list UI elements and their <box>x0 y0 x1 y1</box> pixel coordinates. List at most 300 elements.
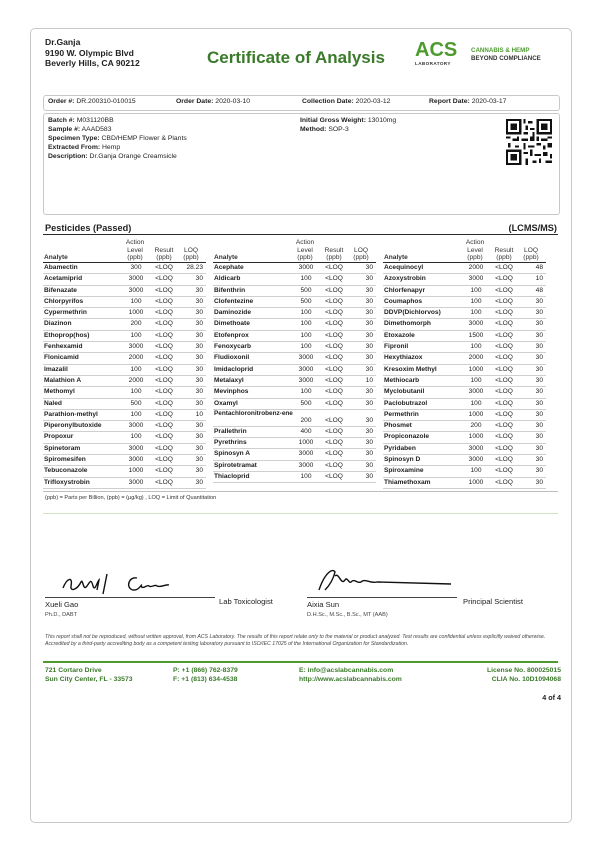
footer-clia: CLIA No. 10D1094068 <box>491 676 561 683</box>
table-row <box>383 376 546 387</box>
action-level: 200 <box>130 320 142 328</box>
sample-number: Sample #: AAAD583 <box>48 126 112 133</box>
result-value: <LOQ <box>155 309 173 317</box>
result-value: <LOQ <box>495 456 513 464</box>
analyte-name: Malathion A <box>44 376 82 384</box>
loq-value: 30 <box>195 422 203 430</box>
action-level: 100 <box>300 331 312 339</box>
footer-address-1: 721 Cortaro Drive <box>45 667 102 674</box>
table-row <box>213 427 376 438</box>
table-row <box>213 263 376 274</box>
table-row <box>383 432 546 443</box>
table-row <box>43 387 206 398</box>
result-value: <LOQ <box>325 286 343 294</box>
loq-value: 30 <box>195 376 203 384</box>
table-row <box>213 308 376 319</box>
qr-code-icon[interactable] <box>506 119 552 165</box>
table-row <box>43 455 206 466</box>
analyte-name: Metalaxyl <box>214 376 244 384</box>
table-row <box>213 410 376 427</box>
result-value: <LOQ <box>325 309 343 317</box>
analyte-name: Dimethoate <box>214 320 250 328</box>
table-header: Analyte Action Level (ppb) Result (ppb) LOQ (ppb) <box>383 236 546 263</box>
result-value: <LOQ <box>495 467 513 475</box>
table-header: Analyte Action Level (ppb) Result (ppb) LOQ (ppb) <box>43 236 206 263</box>
table-row <box>213 387 376 398</box>
analyte-name: Pyridaben <box>384 444 416 452</box>
loq-value: 10 <box>365 376 373 384</box>
analyte-name: Clofentezine <box>214 297 254 305</box>
section-divider <box>43 234 558 235</box>
action-level: 1000 <box>468 365 484 373</box>
table-row <box>383 365 546 376</box>
analyte-name: Abamectin <box>44 264 78 271</box>
loq-value: 10 <box>195 410 203 418</box>
loq-value: 30 <box>365 354 373 362</box>
action-level: 100 <box>130 331 142 339</box>
analyte-name: Ethoprop(hos) <box>44 331 90 339</box>
analyte-name: Etofenprox <box>214 331 249 339</box>
report-date: Report Date: 2020-03-17 <box>429 98 507 105</box>
loq-value: 10 <box>535 275 543 283</box>
loq-value: 30 <box>365 309 373 317</box>
loq-value: 30 <box>365 320 373 328</box>
analyte-name: Imidacloprid <box>214 365 254 373</box>
result-value: <LOQ <box>155 320 173 328</box>
signer-2-name: Aixia Sun <box>307 600 340 609</box>
table-row <box>383 297 546 308</box>
footer-address-2: Sun City Center, FL - 33573 <box>45 676 133 683</box>
pesticide-table-col-2 <box>213 236 376 483</box>
action-level: 100 <box>470 399 482 407</box>
logo-tagline-2: BEYOND COMPLIANCE <box>471 55 541 62</box>
table-row <box>43 410 206 421</box>
result-value: <LOQ <box>495 320 513 328</box>
table-row <box>213 297 376 308</box>
table-row <box>213 353 376 364</box>
analyte-name: Spinosyn D <box>384 456 421 464</box>
result-value: <LOQ <box>155 275 173 283</box>
pesticide-table-col-3 <box>383 236 546 489</box>
table-row <box>383 478 546 489</box>
action-level: 100 <box>300 473 312 481</box>
analyte-name: Aldicarb <box>214 275 241 283</box>
action-level: 1000 <box>298 439 314 447</box>
table-row <box>383 286 546 297</box>
result-value: <LOQ <box>155 456 173 464</box>
analyte-name: Propiconazole <box>384 433 430 441</box>
analyte-name: Azoxystrobin <box>384 275 426 283</box>
analyte-name: Naled <box>44 399 62 407</box>
loq-value: 30 <box>365 365 373 373</box>
result-value: <LOQ <box>495 297 513 305</box>
loq-value: 48 <box>535 264 543 271</box>
loq-value: 30 <box>365 461 373 469</box>
green-divider <box>43 513 558 514</box>
client-address <box>45 37 140 69</box>
loq-value: 30 <box>535 410 543 418</box>
method: Method: SOP-3 <box>300 126 349 133</box>
analyte-name: Trifloxystrobin <box>44 478 90 486</box>
result-value: <LOQ <box>495 309 513 317</box>
action-level: 500 <box>130 399 142 407</box>
action-level: 100 <box>130 297 142 305</box>
analyte-name: Fipronil <box>384 343 409 351</box>
batch-number: Batch #: M031120BB <box>48 117 114 124</box>
loq-value: 30 <box>535 433 543 441</box>
table-row <box>43 286 206 297</box>
client-city: Beverly Hills, CA 90212 <box>45 58 140 68</box>
result-value: <LOQ <box>495 422 513 430</box>
action-level: 3000 <box>468 275 484 283</box>
signer-2-role: Principal Scientist <box>463 597 523 606</box>
table-row <box>383 421 546 432</box>
analyte-name: Spirotetramat <box>214 461 257 469</box>
result-value: <LOQ <box>155 331 173 339</box>
action-level: 3000 <box>298 365 314 373</box>
action-level: 3000 <box>468 444 484 452</box>
result-value: <LOQ <box>155 422 173 430</box>
table-row <box>383 410 546 421</box>
extracted-from: Extracted From: Hemp <box>48 144 121 151</box>
table-row <box>213 472 376 483</box>
result-value: <LOQ <box>495 478 513 486</box>
table-row <box>383 308 546 319</box>
action-level: 100 <box>130 365 142 373</box>
result-value: <LOQ <box>155 388 173 396</box>
result-value: <LOQ <box>155 297 173 305</box>
specimen-type: Specimen Type: CBD/HEMP Flower & Plants <box>48 135 187 142</box>
loq-value: 30 <box>365 399 373 407</box>
action-level: 3000 <box>298 450 314 458</box>
table-row <box>213 449 376 460</box>
result-value: <LOQ <box>495 354 513 362</box>
loq-value: 30 <box>365 416 373 424</box>
result-value: <LOQ <box>325 376 343 384</box>
signer-1-role: Lab Toxicologist <box>219 597 273 606</box>
analyte-name: Dimethomorph <box>384 320 431 328</box>
loq-value: 30 <box>535 422 543 430</box>
footer-phone: P: +1 (866) 762-8379 <box>173 667 238 674</box>
table-row <box>213 331 376 342</box>
analyte-name: Methomyl <box>44 388 75 396</box>
table-row <box>213 376 376 387</box>
loq-value: 30 <box>195 433 203 441</box>
action-level: 3000 <box>128 286 144 294</box>
signature-aixia-sun <box>311 562 471 596</box>
action-level: 100 <box>300 343 312 351</box>
loq-value: 30 <box>195 365 203 373</box>
analyte-name: Imazalil <box>44 365 68 373</box>
loq-value: 30 <box>365 473 373 481</box>
table-header: Analyte Action Level (ppb) Result (ppb) LOQ (ppb) <box>213 236 376 263</box>
logo-tagline-1: CANNABIS & HEMP <box>471 47 530 54</box>
analyte-name: Daminozide <box>214 309 252 317</box>
certificate-page <box>30 28 572 823</box>
action-level: 3000 <box>298 354 314 362</box>
action-level: 1000 <box>468 433 484 441</box>
action-level: 3000 <box>128 444 144 452</box>
action-level: 1000 <box>128 467 144 475</box>
footer-divider <box>43 661 558 663</box>
footer-website-link[interactable]: http://www.acslabcannabis.com <box>299 676 402 683</box>
loq-value: 30 <box>195 320 203 328</box>
action-level: 2000 <box>468 264 484 271</box>
action-level: 100 <box>300 320 312 328</box>
action-level: 1000 <box>468 410 484 418</box>
loq-value: 30 <box>365 439 373 447</box>
action-level: 3000 <box>298 376 314 384</box>
action-level: 100 <box>300 309 312 317</box>
table-row <box>43 478 206 489</box>
analyte-name: Spiromesifen <box>44 456 86 464</box>
analyte-name: Hexythiazox <box>384 354 423 362</box>
analyte-name: Permethrin <box>384 410 419 418</box>
table-row <box>383 353 546 364</box>
table-row <box>213 399 376 410</box>
action-level: 2000 <box>128 354 144 362</box>
loq-value: 30 <box>535 376 543 384</box>
table-row <box>383 263 546 274</box>
loq-value: 30 <box>365 343 373 351</box>
signer-1-name: Xueli Gao <box>45 600 79 609</box>
result-value: <LOQ <box>325 354 343 362</box>
page-number: 4 of 4 <box>542 693 561 702</box>
result-value: <LOQ <box>325 388 343 396</box>
result-value: <LOQ <box>155 478 173 486</box>
result-value: <LOQ <box>155 264 173 271</box>
action-level: 500 <box>300 297 312 305</box>
result-value: <LOQ <box>495 433 513 441</box>
loq-value: 30 <box>365 275 373 283</box>
loq-value: 30 <box>195 456 203 464</box>
table-row <box>43 353 206 364</box>
result-value: <LOQ <box>495 275 513 283</box>
action-level: 3000 <box>468 456 484 464</box>
order-info-bar <box>43 95 560 111</box>
analyte-name: Diazinon <box>44 320 72 328</box>
action-level: 300 <box>130 264 142 271</box>
table-row <box>383 387 546 398</box>
table-row <box>213 438 376 449</box>
action-level: 500 <box>300 399 312 407</box>
logo-acs-text: ACS <box>415 39 458 61</box>
action-level: 2000 <box>128 376 144 384</box>
acs-logo <box>415 39 565 71</box>
loq-value: 30 <box>535 297 543 305</box>
action-level: 3000 <box>128 422 144 430</box>
analyte-name: Propoxur <box>44 433 74 441</box>
result-value: <LOQ <box>155 399 173 407</box>
action-level: 1000 <box>468 478 484 486</box>
table-row <box>43 308 206 319</box>
result-value: <LOQ <box>155 376 173 384</box>
analyte-name: Piperonylbutoxide <box>44 422 102 430</box>
result-value: <LOQ <box>155 467 173 475</box>
analyte-name: Coumaphos <box>384 297 423 305</box>
analyte-name: Mevinphos <box>214 388 249 396</box>
loq-value: 30 <box>365 297 373 305</box>
loq-value: 30 <box>195 388 203 396</box>
order-number: Order #: DR.200310-010015 <box>48 98 136 105</box>
loq-value: 30 <box>195 297 203 305</box>
loq-value: 30 <box>535 467 543 475</box>
loq-value: 30 <box>365 427 373 435</box>
loq-value: 30 <box>195 331 203 339</box>
analyte-name: Chlorfenapyr <box>384 286 426 294</box>
analyte-name: Pentachloronitrobenz-ene <box>214 409 293 417</box>
pesticide-table-col-1 <box>43 236 206 489</box>
loq-value: 30 <box>195 444 203 452</box>
table-row <box>383 342 546 353</box>
analyte-name: Prallethrin <box>214 427 247 435</box>
loq-value: 30 <box>365 450 373 458</box>
loq-value: 30 <box>535 343 543 351</box>
result-value: <LOQ <box>495 331 513 339</box>
table-row <box>383 399 546 410</box>
analyte-name: Thiacloprid <box>214 473 250 481</box>
table-row <box>43 444 206 455</box>
analyte-name: Parathion-methyl <box>44 410 98 418</box>
table-row <box>383 444 546 455</box>
action-level: 1500 <box>468 331 484 339</box>
result-value: <LOQ <box>325 264 343 271</box>
loq-value: 30 <box>535 365 543 373</box>
analyte-name: Chlorpyrifos <box>44 297 84 305</box>
loq-value: 30 <box>195 467 203 475</box>
client-name: Dr.Ganja <box>45 37 81 47</box>
result-value: <LOQ <box>155 365 173 373</box>
analyte-name: Methiocarb <box>384 376 420 384</box>
loq-value: 30 <box>195 275 203 283</box>
action-level: 100 <box>470 309 482 317</box>
loq-value: 28.23 <box>186 264 203 271</box>
result-value: <LOQ <box>495 343 513 351</box>
table-row <box>43 297 206 308</box>
analyte-name: Spinosyn A <box>214 450 251 458</box>
analyte-name: Fludioxonil <box>214 354 250 362</box>
action-level: 3000 <box>128 456 144 464</box>
analyte-name: Bifenthrin <box>214 286 246 294</box>
table-row <box>43 466 206 477</box>
action-level: 3000 <box>128 275 144 283</box>
result-value: <LOQ <box>155 410 173 418</box>
loq-value: 30 <box>195 354 203 362</box>
result-value: <LOQ <box>495 399 513 407</box>
loq-value: 30 <box>535 309 543 317</box>
loq-value: 30 <box>365 331 373 339</box>
action-level: 3000 <box>298 461 314 469</box>
analyte-name: Myclobutanil <box>384 388 425 396</box>
analyte-name: Bifenazate <box>44 286 77 294</box>
action-level: 100 <box>470 343 482 351</box>
analyte-name: Tebuconazole <box>44 467 88 475</box>
action-level: 500 <box>300 286 312 294</box>
loq-value: 30 <box>535 320 543 328</box>
action-level: 100 <box>470 286 482 294</box>
loq-value: 30 <box>535 331 543 339</box>
table-row <box>43 319 206 330</box>
result-value: <LOQ <box>325 297 343 305</box>
result-value: <LOQ <box>325 416 343 424</box>
sample-info-box <box>43 113 560 215</box>
table-row <box>43 342 206 353</box>
result-value: <LOQ <box>155 444 173 452</box>
result-value: <LOQ <box>325 320 343 328</box>
analyte-name: Fenhexamid <box>44 343 83 351</box>
analyte-name: Fenoxycarb <box>214 343 252 351</box>
table-row <box>383 455 546 466</box>
signature-xueli-gao <box>57 564 217 598</box>
result-value: <LOQ <box>325 427 343 435</box>
result-value: <LOQ <box>495 286 513 294</box>
client-street: 9190 W. Olympic Blvd <box>45 47 134 58</box>
table-row <box>383 331 546 342</box>
footer-email[interactable]: E: info@acslabcannabis.com <box>299 667 394 674</box>
table-row <box>213 461 376 472</box>
pesticides-section-title: Pesticides (Passed) <box>45 223 132 233</box>
signer-1-credentials: Ph.D., DABT <box>45 612 78 618</box>
result-value: <LOQ <box>325 450 343 458</box>
result-value: <LOQ <box>495 264 513 271</box>
analyte-name: Thiamethoxam <box>384 478 431 486</box>
loq-value: 30 <box>195 478 203 486</box>
analyte-name: Phosmet <box>384 422 412 430</box>
action-level: 2000 <box>468 354 484 362</box>
signature-line-1 <box>45 597 215 598</box>
loq-value: 48 <box>535 286 543 294</box>
loq-value: 30 <box>365 286 373 294</box>
action-level: 200 <box>300 416 312 424</box>
result-value: <LOQ <box>155 433 173 441</box>
result-value: <LOQ <box>325 343 343 351</box>
collection-date: Collection Date: 2020-03-12 <box>302 98 391 105</box>
analyte-name: Oxamyl <box>214 399 238 407</box>
table-row <box>43 331 206 342</box>
action-level: 100 <box>470 467 482 475</box>
footer-license: License No. 800025015 <box>486 667 561 674</box>
loq-value: 30 <box>535 388 543 396</box>
action-level: 3000 <box>468 320 484 328</box>
table-row <box>213 286 376 297</box>
logo-laboratory-text: LABORATORY <box>415 61 451 66</box>
action-level: 100 <box>300 388 312 396</box>
action-level: 1000 <box>128 309 144 317</box>
analyte-name: Kresoxim Methyl <box>384 365 437 373</box>
table-row <box>43 274 206 285</box>
description: Description: Dr.Ganja Orange Creamsicle <box>48 153 177 160</box>
table-row <box>43 399 206 410</box>
action-level: 100 <box>470 297 482 305</box>
action-level: 100 <box>300 275 312 283</box>
action-level: 3000 <box>128 343 144 351</box>
analyte-name: Flonicamid <box>44 354 79 362</box>
result-value: <LOQ <box>495 365 513 373</box>
result-value: <LOQ <box>155 354 173 362</box>
units-footnote: (ppb) = Parts per Billion, (ppb) = (µg/kg) , LOQ = Limit of Quantitation <box>45 495 217 501</box>
action-level: 3000 <box>468 388 484 396</box>
initial-gross-weight: Initial Gross Weight: 13010mg <box>300 117 397 124</box>
table-row <box>213 342 376 353</box>
action-level: 400 <box>300 427 312 435</box>
analyte-name: Paclobutrazol <box>384 399 428 407</box>
action-level: 100 <box>470 376 482 384</box>
result-value: <LOQ <box>495 376 513 384</box>
result-value: <LOQ <box>155 343 173 351</box>
analyte-name: Cypermethrin <box>44 309 87 317</box>
table-row <box>383 274 546 285</box>
loq-value: 30 <box>535 478 543 486</box>
